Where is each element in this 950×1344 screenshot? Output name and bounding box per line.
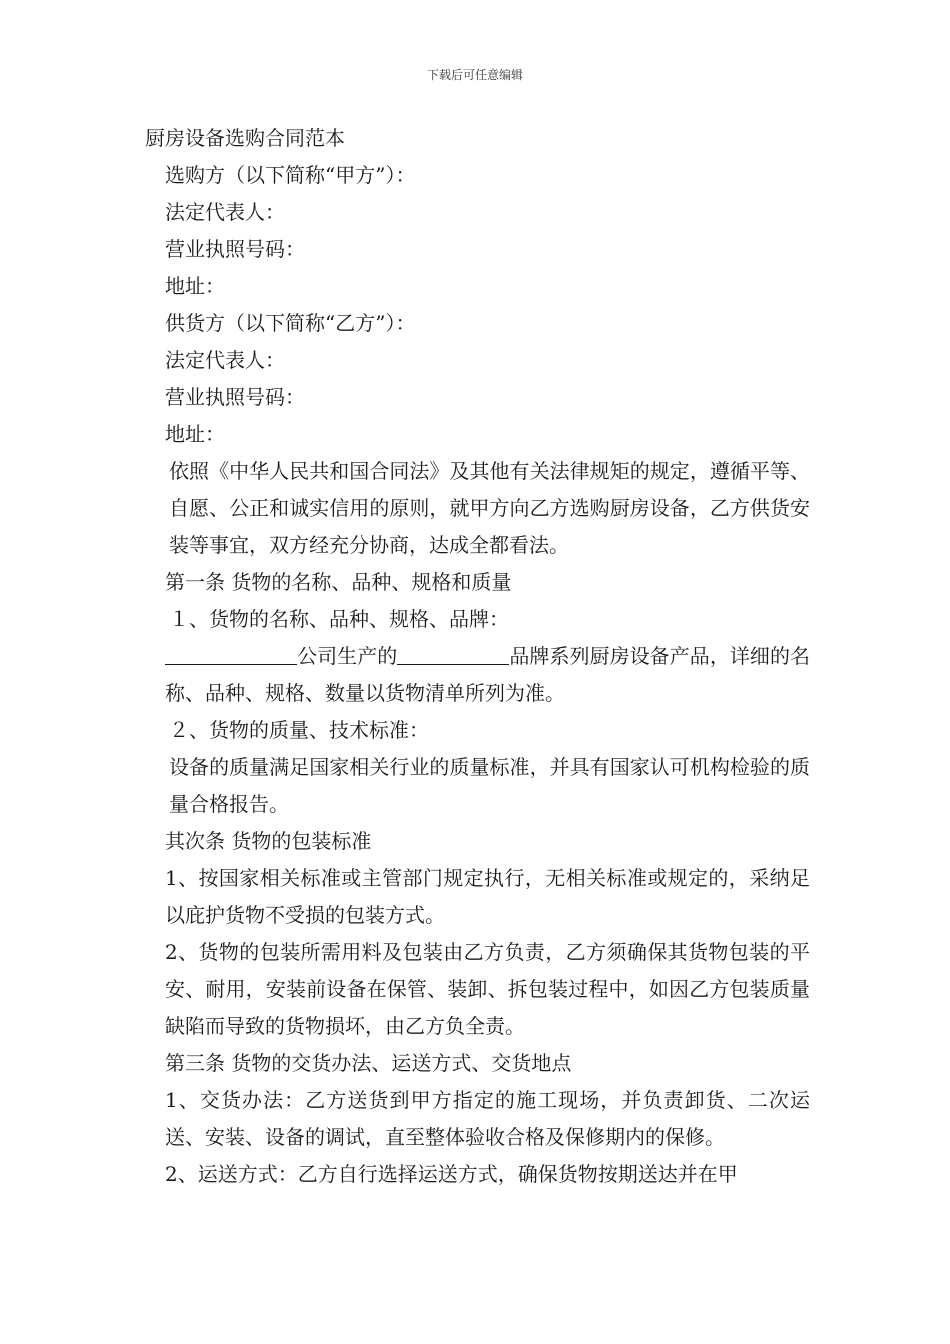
article2-item1: 1、按国家相关标准或主管部门规定执行，无相关标准或规定的，采纳足以庇护货物不受损的包装方式。 — [165, 866, 810, 927]
blank-brand-line — [397, 642, 509, 665]
party-b-license: 营业执照号码： — [165, 385, 305, 409]
preamble-paragraph: 依照《中华人民共和国合同法》及其他有关法律规矩的规定，遵循平等、自愿、公正和诚实信用的原则，就甲方向乙方选购厨房设备，乙方供货安装等事宜，双方经充分协商，达成全都看法。 — [169, 459, 810, 557]
article3-heading: 第三条 货物的交货办法、运送方式、交货地点 — [165, 1051, 572, 1075]
page-header-note: 下载后可任意编辑 — [426, 68, 523, 82]
party-b-label: 供货方（以下简称“乙方”）： — [165, 311, 416, 335]
party-a-legal-rep: 法定代表人： — [165, 200, 285, 224]
document-body — [145, 120, 810, 1193]
article3-item2: 2、运送方式：乙方自行选择运送方式，确保货物按期送达并在甲 — [165, 1162, 738, 1186]
party-a-address: 地址： — [165, 274, 225, 298]
party-b-address: 地址： — [165, 422, 225, 446]
article3-item1: 1、交货办法：乙方送货到甲方指定的施工现场，并负责卸货、二次运送、安装、设备的调试，直至整体验收合格及保修期内的保修。 — [165, 1088, 810, 1149]
article1-item1-heading: １、货物的名称、品种、规格、品牌： — [169, 607, 509, 631]
article2-item2: 2、货物的包装所需用料及包装由乙方负责，乙方须确保其货物包装的平安、耐用，安装前设备在保管、装卸、拆包装过程中，如因乙方包装质量缺陷而导致的货物损坏，由乙方负全责。 — [165, 940, 810, 1038]
party-a-label: 选购方（以下简称“甲方”）： — [165, 163, 416, 187]
article1-item1-body — [145, 638, 810, 712]
article1-item1-part1: 公司生产的 — [297, 644, 398, 668]
document-title: 厨房设备选购合同范本 — [145, 126, 345, 150]
blank-company-line — [165, 642, 297, 665]
article1-item2-heading: ２、货物的质量、技术标准： — [169, 718, 429, 742]
party-b-legal-rep: 法定代表人： — [165, 348, 285, 372]
article2-heading: 其次条 货物的包装标准 — [165, 829, 372, 853]
article1-heading: 第一条 货物的名称、品种、规格和质量 — [165, 570, 512, 594]
article1-item1-part2: 品牌系列厨房设备产品，详细的名称、品种、规格、数量以货物清单所列为准。 — [165, 644, 811, 705]
article1-item2-body: 设备的质量满足国家相关行业的质量标准，并具有国家认可机构检验的质量合格报告。 — [169, 755, 810, 816]
party-a-license: 营业执照号码： — [165, 237, 305, 261]
